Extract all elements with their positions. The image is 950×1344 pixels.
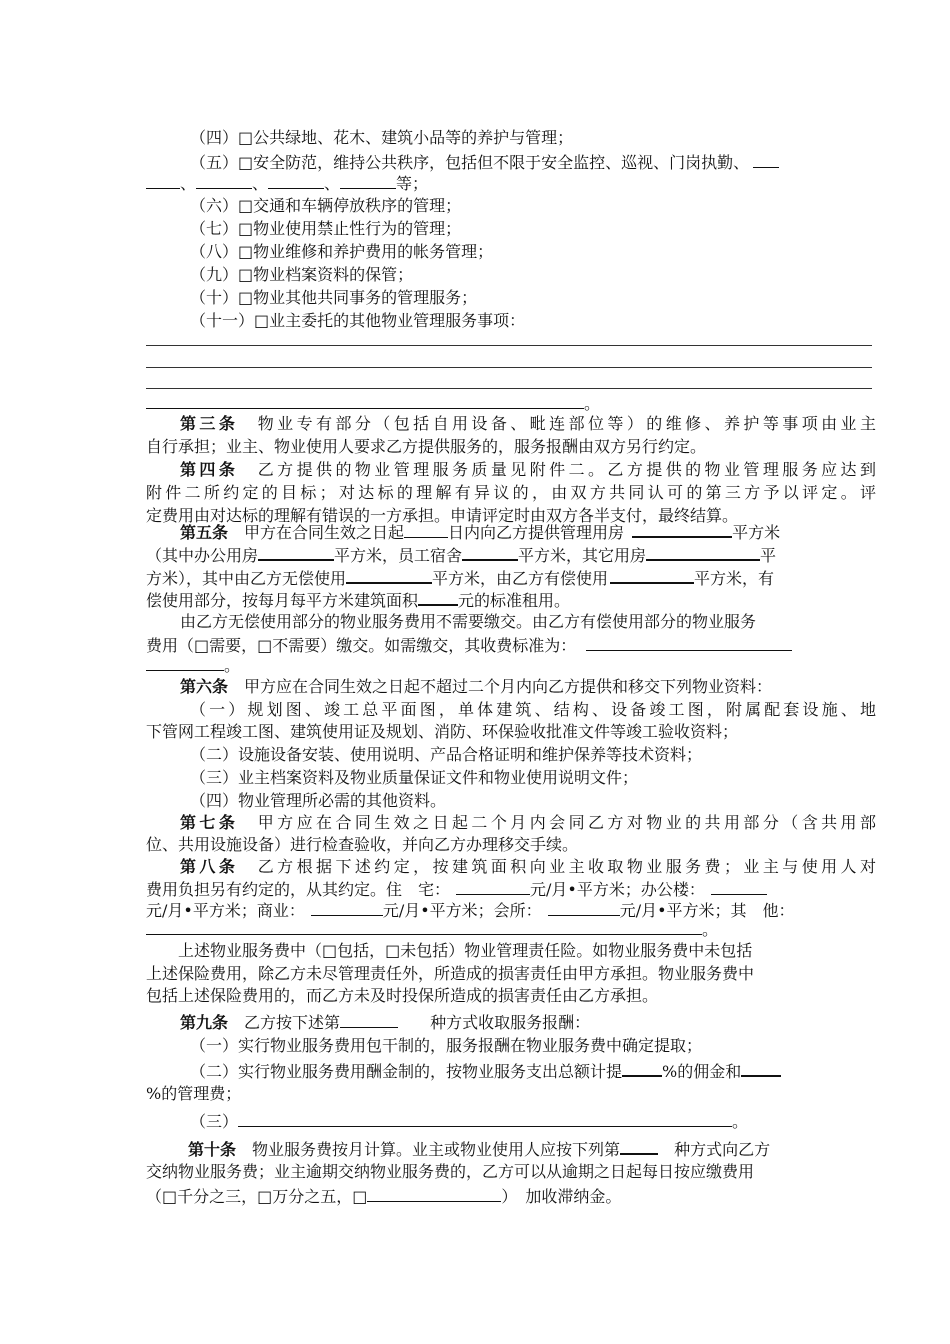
article-10-line-3 [146, 1186, 876, 1206]
blank-line [311, 900, 383, 916]
article-7-label: 第七条 [180, 813, 239, 832]
text: （□千分之三，□万分之五，□ [146, 1187, 368, 1206]
article-10-label: 第十条 [188, 1140, 237, 1159]
blank-line [340, 1012, 398, 1028]
period: 。 [224, 656, 241, 675]
service-item-6: （六）□交通和车辆停放秩序的管理； [190, 196, 462, 215]
article-6-item-1-line-2: 下管网工程竣工图、建筑使用证及规划、消防、环保验收批准文件等竣工验收资料； [146, 722, 739, 741]
blank-line [548, 900, 620, 916]
article-8-para-2-line-3: 包括上述保险费用的，而乙方未及时投保所造成的损害责任由乙方承担。 [146, 986, 659, 1005]
article-6-item-1-line-1: （一）规划图、竣工总平面图，单体建筑、结构、设备竣工图，附属配套设施、地 [190, 700, 876, 719]
article-3-label: 第三条 [180, 414, 239, 433]
article-5-label: 第五条 [180, 523, 229, 542]
separator: 、 [324, 174, 341, 193]
article-4-line-2: 附件二所约定的目标；对达标的理解有异议的，由双方共同认可的第三方予以评定。评 [146, 483, 876, 502]
text: 元/月•平方米；会所： [382, 901, 542, 920]
text: 种方式向乙方 [674, 1140, 771, 1159]
article-4-label: 第四条 [180, 460, 239, 479]
separator: 、 [252, 174, 269, 193]
article-5-line-3 [146, 567, 876, 587]
blank-line [346, 567, 432, 584]
blank-line [238, 1111, 732, 1127]
text: 平方米，员工宿舍 [334, 546, 463, 565]
period: 。 [702, 920, 719, 939]
article-6-item-2: （二）设施设备安装、使用说明、产品合格证明和维护保养等技术资料； [190, 745, 703, 764]
text: 甲方在合同生效之日起 [244, 523, 405, 542]
item-5-end: 等； [396, 174, 429, 193]
article-5-para-2-line-3 [146, 655, 876, 675]
article-6-item-3: （三）业主档案资料及物业质量保证文件和物业使用说明文件； [190, 768, 639, 787]
text: 偿使用部分，按每月每平方米建筑面积 [146, 591, 419, 610]
article-10-line-2: 交纳物业服务费；业主逾期交纳物业服务费的，乙方可以从逾期之日起每日按应缴费用 [146, 1162, 755, 1181]
blank-line [741, 1060, 781, 1077]
article-5-para-2-line-1: 由乙方无偿使用部分的物业服务费用不需要缴交。由乙方有偿使用部分的物业服务 [180, 612, 757, 631]
text: ） 加收滞纳金。 [501, 1187, 622, 1206]
separator: 、 [180, 174, 197, 193]
text: （其中办公用房 [146, 546, 259, 565]
blank-line [146, 393, 584, 409]
blank-rule [146, 388, 872, 389]
article-5-line-4 [146, 589, 876, 609]
blank-line [646, 544, 760, 561]
text: 平方米，由乙方有偿使用 [432, 569, 609, 588]
blank-line [620, 1138, 658, 1155]
blank-rule [146, 345, 872, 346]
blank-line [340, 173, 396, 189]
article-9-label: 第九条 [180, 1013, 229, 1032]
text: 物业服务费按月计算。业主或物业使用人应按下列第 [252, 1140, 621, 1159]
service-item-9: （九）□物业档案资料的保管； [190, 265, 414, 284]
blank-line [146, 919, 702, 935]
article-9-item-2-line-2: %的管理费； [146, 1084, 242, 1103]
blank-line [268, 173, 324, 189]
text: %的佣金和 [662, 1062, 742, 1081]
text: 平 [760, 546, 777, 565]
article-6-line-1 [180, 677, 876, 697]
service-item-5-text: （五）□安全防范，维持公共秩序，包括但不限于安全监控、巡视、门岗执勤、 [190, 153, 750, 172]
blank-line [404, 522, 448, 538]
text: 甲方应在合同生效之日起二个月内会同乙方对物业的共用部分（含共用部 [257, 813, 876, 832]
article-8-line-3 [146, 900, 876, 920]
article-7-line-2: 位、共用设施设备）进行检查验收，并向乙方办理移交手续。 [146, 835, 579, 854]
text: 平方米，有 [694, 569, 775, 588]
blank-line [632, 521, 732, 538]
text: 元/月•平方米；其 他： [619, 901, 795, 920]
article-7-line-1 [180, 813, 876, 833]
service-item-11-end [146, 393, 876, 413]
article-6-item-4: （四）物业管理所必需的其他资料。 [190, 791, 447, 810]
blank-line [367, 1186, 501, 1202]
text: 甲方应在合同生效之日起不超过二个月内向乙方提供和移交下列物业资料： [244, 677, 773, 696]
text: 方米），其中由乙方无偿使用 [146, 569, 347, 588]
period: 。 [732, 1112, 749, 1131]
article-3-line-1 [180, 414, 876, 434]
article-9-item-1: （一）实行物业服务费用包干制的，服务报酬在物业服务费中确定提取； [190, 1036, 703, 1055]
blank-line [146, 173, 180, 189]
article-4-line-3: 定费用由对达标的理解有错误的一方承担。申请评定时由双方各半支付，最终结算。 [146, 506, 739, 525]
text: （三） [190, 1112, 239, 1131]
service-item-4: （四）□公共绿地、花木、建筑小品等的养护与管理； [190, 128, 574, 147]
service-item-8: （八）□物业维修和养护费用的帐务管理； [190, 242, 494, 261]
service-item-10: （十）□物业其他共同事务的管理服务； [190, 288, 478, 307]
article-5-line-1 [180, 521, 876, 541]
article-8-line-2 [146, 879, 876, 899]
article-3-text: 物业专有部分（包括自用设备、毗连部位等）的维修、养护等事项由业主 [257, 414, 876, 433]
text: 日内向乙方提供管理用房 [448, 523, 625, 542]
article-8-line-4 [146, 919, 876, 939]
text: 平方米 [732, 523, 781, 542]
blank-line [258, 544, 334, 561]
article-9-item-2-line-1 [190, 1060, 876, 1080]
article-8-label: 第八条 [180, 857, 239, 876]
text: 费用（□需要，□不需要）缴交。如需缴交，其收费标准为： [146, 636, 577, 655]
article-8-para-2-line-1: 上述物业服务费中（□包括，□未包括）物业管理责任险。如物业服务费中未包括 [178, 941, 753, 960]
blank-line [622, 1060, 662, 1077]
blank-line [586, 635, 792, 651]
period: 。 [584, 394, 601, 413]
article-4-line-1 [180, 460, 876, 480]
article-3-line-2: 自行承担；业主、物业使用人要求乙方提供服务的，服务报酬由双方另行约定。 [146, 437, 707, 456]
article-5-para-2-line-2 [146, 635, 876, 655]
text: （二）实行物业服务费用酬金制的，按物业服务支出总额计提 [190, 1062, 623, 1081]
text: 乙方根据下述约定，按建筑面积向业主收取物业服务费；业主与使用人对 [257, 857, 876, 876]
blank-line [456, 879, 530, 895]
service-item-5-continued [146, 173, 876, 193]
blank-line [753, 152, 779, 168]
service-item-11: （十一）□业主委托的其他物业管理服务事项： [190, 311, 526, 330]
article-4-text: 乙方提供的物业管理服务质量见附件二。乙方提供的物业管理服务应达到 [257, 460, 876, 479]
blank-line [610, 567, 694, 584]
text: 费用负担另有约定的，从其约定。住 宅： [146, 880, 451, 899]
service-item-7: （七）□物业使用禁止性行为的管理； [190, 219, 462, 238]
blank-line [146, 655, 224, 671]
service-item-5 [190, 152, 876, 172]
text: 元的标准租用。 [458, 591, 571, 610]
text: 乙方按下述第 [244, 1013, 341, 1032]
text: 元/月•平方米；商业： [146, 901, 305, 920]
text: 平方米，其它用房 [518, 546, 647, 565]
blank-line [418, 589, 458, 606]
blank-line [196, 173, 252, 189]
blank-line [462, 544, 518, 561]
article-8-para-2-line-2: 上述保险费用，除乙方未尽管理责任外，所造成的损害责任由甲方承担。物业服务费中 [146, 964, 755, 983]
article-5-line-2 [146, 544, 876, 564]
article-8-line-1 [180, 857, 876, 877]
article-9-line-1 [180, 1012, 876, 1032]
text: 种方式收取服务报酬： [430, 1013, 591, 1032]
article-9-item-3 [190, 1111, 876, 1131]
article-6-label: 第六条 [180, 677, 229, 696]
blank-line [711, 879, 767, 895]
text: 元/月•平方米；办公楼： [530, 880, 705, 899]
blank-rule [146, 367, 872, 368]
article-10-line-1 [188, 1138, 876, 1158]
